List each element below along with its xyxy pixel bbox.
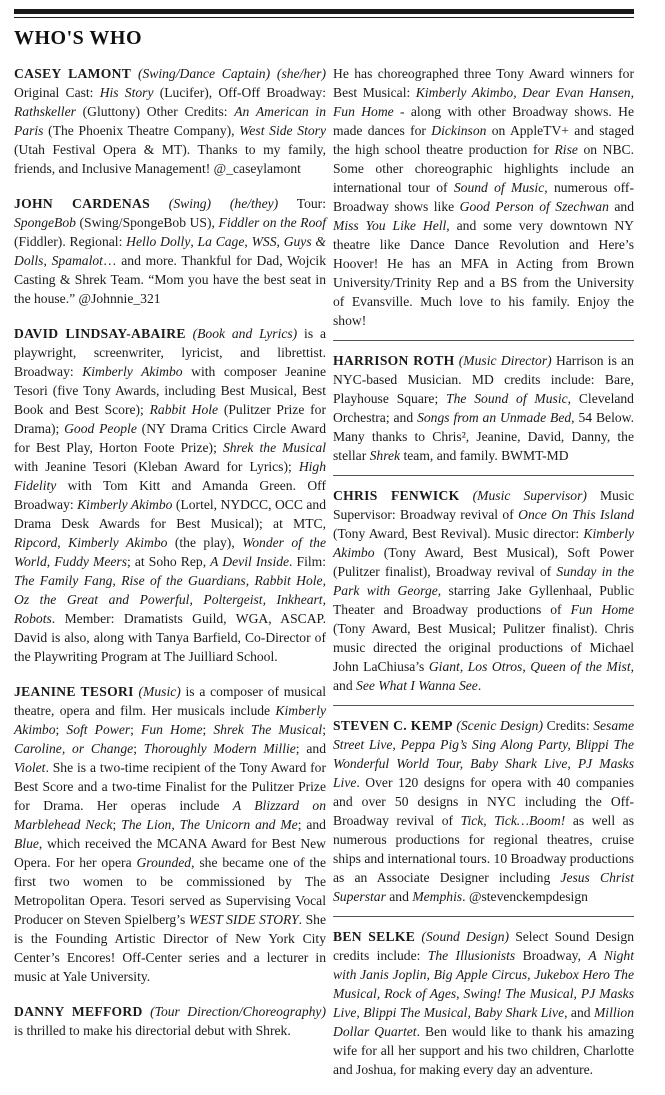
bio-entry — [333, 351, 634, 465]
bio-text: , — [244, 234, 252, 249]
bio-role: (Music Director) — [458, 353, 552, 368]
bio-text: ; at Soho Rep, — [127, 554, 211, 569]
bio-title-italic: Fuddy Meers — [54, 554, 128, 569]
bio-title-italic: The Illusionists — [427, 948, 516, 963]
bio-text: Harrison is an NYC-based Musician. MD credits include: Bare, Playhouse Square; — [333, 353, 634, 406]
bio-text: Original Cast: — [14, 85, 100, 100]
bio-title-italic: Kimberly Akimbo — [77, 497, 173, 512]
bio-title-italic: Kimberly Akimbo — [14, 703, 326, 737]
bio-name: JEANINE TESORI — [14, 684, 134, 699]
bio-title-italic: Soft Power — [66, 722, 131, 737]
bio-text: Credits: — [542, 718, 594, 733]
bio-text: , starring Jake Gyllenhaal, Public Theater and Broadway productions of — [333, 583, 635, 617]
bio-title-italic: Shrek — [369, 448, 401, 463]
entry-divider — [333, 916, 634, 917]
bio-name: CHRIS FENWICK — [333, 488, 460, 503]
bio-name: DANNY MEFFORD — [14, 1004, 143, 1019]
bio-title-italic: An American in Paris — [14, 104, 326, 138]
bio-entry — [333, 927, 634, 1079]
bio-title-italic: Rise — [554, 142, 578, 157]
bio-title-italic: High Fidelity — [14, 459, 326, 493]
bio-title-italic: Memphis — [412, 889, 463, 904]
bio-text: (Lucifer), Off-Off Broadway: — [153, 85, 326, 100]
bio-text: ; and — [297, 817, 326, 832]
bio-name: JOHN CARDENAS — [14, 196, 150, 211]
bio-entry — [14, 64, 326, 178]
bio-text: Tour: — [278, 196, 326, 211]
bio-text: ; — [133, 741, 144, 756]
bio-title-italic: Once On This Island — [518, 507, 634, 522]
bio-text: (Utah Festival Opera & MT). Thanks to my family, friends, and Inclusive Management! @_caseylamont — [14, 142, 326, 176]
entry-divider — [333, 705, 634, 706]
bio-title-italic: The Family Fang, Rise of the Guardians, Rabbit Hole, Oz the Great and Powerful, Poltergeist, Inkheart, Robots — [14, 573, 326, 626]
bio-role: (Music) — [138, 684, 181, 699]
bio-text: (Tony Award, Best Musical), Soft Power (Pulitzer finalist), Broadway revival of — [333, 545, 634, 579]
bio-text: (NY Drama Critics Circle Award for Best Play, Horton Foote Prize); — [14, 421, 327, 455]
bio-title-italic: Caroline, or Change — [14, 741, 134, 756]
bio-text: Broadway, — [515, 948, 589, 963]
bio-title-italic: Shrek the Musical — [222, 440, 326, 455]
bio-entry — [14, 324, 326, 666]
bio-text: . She is the Founding Artistic Director of New York City Center’s Encores! Off-Center series and a lecturer in music at Yale University. — [14, 912, 326, 984]
bio-role: (Tour Direction/Choreography) — [150, 1004, 326, 1019]
bio-text: . Member: Dramatists Guild, WGA, ASCAP. David is also, along with Tanya Barfield, Co-Director of the Playwriting Program at The Juilliard School. — [14, 611, 326, 664]
bio-text: (Gluttony) Other Credits: — [75, 104, 235, 119]
bio-text: Select Sound Design credits include: — [333, 929, 635, 963]
bio-title-italic: Tick, Tick…Boom! — [460, 813, 566, 828]
bio-entry — [333, 64, 634, 330]
bio-text: and — [385, 889, 413, 904]
bio-text: and — [608, 199, 634, 214]
bio-role: (Swing) (he/they) — [168, 196, 279, 211]
bio-title-italic: The Sound of Music — [446, 391, 568, 406]
bio-title-italic: Sesame Street Live, Peppa Pig’s Sing Along Party, Blippi The Wonderful World Tour, Baby Shark Live, PJ Masks Live — [333, 718, 634, 790]
bio-title-italic: Kimberly Akimbo, Dear Evan Hansen, Fun Home — [333, 85, 634, 119]
bio-text: , 54 Below. Many thanks to Chris², Jeanine, David, Danny, the stellar — [333, 410, 634, 463]
bio-title-italic: A Devil Inside — [210, 554, 290, 569]
bio-text: , she became one of the first two women to be commissioned by The Metropolitan Opera. Tesori served as Supervising Vocal Producer on Steven Spielberg’s — [14, 855, 326, 927]
bio-title-italic: The Lion, The Unicorn and Me — [121, 817, 298, 832]
bio-text: ; and — [295, 741, 326, 756]
bio-title-italic: Guys & Dolls — [14, 234, 326, 268]
bio-title-italic: Rathskeller — [14, 104, 76, 119]
bio-name: HARRISON ROTH — [333, 353, 455, 368]
bio-text: is a composer of musical theatre, opera and film. Her musicals include — [14, 684, 327, 718]
bio-title-italic: Good People — [64, 421, 137, 436]
bio-text: . @stevenckempdesign — [462, 889, 588, 904]
bio-name: CASEY LAMONT — [14, 66, 132, 81]
bio-text: (Pulitzer Prize for Drama); — [14, 402, 326, 436]
bio-text: on NBC. Some other choreographic highlights include an international tour of — [333, 142, 634, 195]
bio-text: team, and family. BWMT-MD — [400, 448, 569, 463]
bio-title-italic: Shrek The Musical — [213, 722, 323, 737]
bio-text: (the play), — [167, 535, 243, 550]
bio-title-italic: Rabbit Hole — [149, 402, 219, 417]
bio-title-italic: Fun Home — [141, 722, 203, 737]
header-rule-thick — [14, 9, 634, 14]
bio-title-italic: La Cage — [197, 234, 245, 249]
header-rule-thin — [14, 17, 634, 18]
bio-text: with Jeanine Tesori (Kleban Award for Lyrics); — [14, 459, 299, 474]
bio-role: (Book and Lyrics) — [192, 326, 298, 341]
bio-title-italic: Sunday in the Park with George — [333, 564, 634, 598]
bio-title-italic: Spamalot — [51, 253, 103, 268]
bio-text: (Tony Award, Best Musical; Pulitzer finalist). Chris music directed the original productions of Michael John LaChiusa’s — [333, 621, 634, 674]
left-column — [14, 64, 326, 1056]
page-title: WHO'S WHO — [14, 27, 143, 49]
bio-text: (Tony Award, Best Revival). Music director: — [333, 526, 584, 541]
bio-text: , and — [564, 1005, 594, 1020]
bio-title-italic: Fiddler on the Roof — [218, 215, 326, 230]
bio-entry — [14, 1002, 326, 1040]
bio-title-italic: Blue — [14, 836, 39, 851]
bio-text: with composer Jeanine Tesori (five Tony Awards, including Best Musical, Best Book and Best Score); — [14, 364, 326, 417]
bio-text: ; — [322, 722, 326, 737]
bio-title-italic: Ripcord — [14, 535, 58, 550]
bio-text: . Film: — [289, 554, 326, 569]
bio-text: , — [190, 234, 198, 249]
bio-text: , numerous off-Broadway shows like — [333, 180, 634, 214]
bio-title-italic: WEST SIDE STORY — [188, 912, 299, 927]
bio-title-italic: West Side Story — [239, 123, 326, 138]
bio-text: , which received the MCANA Award for Best New Opera. For her opera — [14, 836, 326, 870]
bio-name: DAVID LINDSAY-ABAIRE — [14, 326, 186, 341]
bio-text: , — [43, 253, 52, 268]
bio-title-italic: Queen of the Mist — [530, 659, 631, 674]
bio-title-italic: Hello Dolly — [126, 234, 191, 249]
bio-text: . She is a two-time recipient of the Tony Award for Best Score and a two-time Finalist for the Pulitzer Prize for Drama. Her operas include — [14, 760, 326, 813]
bio-title-italic: Kimberly Akimbo — [333, 526, 634, 560]
bio-title-italic: Jesus Christ Superstar — [333, 870, 634, 904]
bio-text: as well as numerous productions for regional theatres, cruise ships and international tours. 10 Broadway productions as an Associate Designer including — [333, 813, 634, 885]
bio-role: (Sound Design) — [421, 929, 510, 944]
bio-role: (Scenic Design) — [456, 718, 543, 733]
bio-title-italic: Kimberly Akimbo — [82, 364, 183, 379]
bio-text: (Fiddler). Regional: — [14, 234, 127, 249]
bio-text: . Over 120 designs for opera with 40 companies and over 50 designs in NYC including the Off-Broadway revival of — [333, 775, 634, 828]
bio-role: (Swing/Dance Captain) (she/her) — [137, 66, 326, 81]
bio-text: (Lortel, NYDCC, OCC and Drama Desk Awards for Best Musical); at MTC, — [14, 497, 326, 531]
bio-name: BEN SELKE — [333, 929, 416, 944]
bio-entry — [333, 486, 634, 695]
bio-title-italic: A Night with Janis Joplin, Big Apple Circus, Jukebox Hero The Musical, Rock of Ages, Swing! The Musical, PJ Masks Live, Blippi The Musical, Baby Shark Live — [333, 948, 635, 1020]
bio-title-italic: Good Person of Szechwan — [459, 199, 609, 214]
bio-title-italic: His Story — [99, 85, 154, 100]
bio-title-italic: WSS — [251, 234, 277, 249]
bio-text: He has choreographed three Tony Award winners for Best Musical: — [333, 66, 634, 100]
bio-text: , — [522, 659, 531, 674]
bio-text: … and more. Thankful for Dad, Wojcik Casting & Shrek Team. “Mom you have the best seat in the house.” @Johnnie_321 — [14, 253, 326, 306]
bio-text: ; — [202, 722, 214, 737]
bio-role: (Music Supervisor) — [472, 488, 587, 503]
entry-divider — [333, 340, 634, 341]
bio-text: ; — [112, 817, 122, 832]
bio-text: , — [276, 234, 284, 249]
bio-text: is a playwright, screenwriter, lyricist, and librettist. Broadway: — [14, 326, 326, 379]
bio-title-italic: See What I Wanna See — [356, 678, 478, 693]
entry-divider — [333, 475, 634, 476]
bio-title-italic: Violet — [14, 760, 46, 775]
bio-text: - along with other Broadway shows. He made dances for — [333, 104, 634, 138]
bio-title-italic: Sound of Music — [453, 180, 545, 195]
bio-title-italic: Miss You Like Hell — [333, 218, 447, 233]
bio-name: STEVEN C. KEMP — [333, 718, 453, 733]
bio-text: , — [46, 554, 55, 569]
bio-text: on AppleTV+ and staged the high school theatre production for — [333, 123, 634, 157]
bio-title-italic: Dickinson — [431, 123, 487, 138]
bio-text: , Cleveland Orchestra; and — [333, 391, 634, 425]
bio-title-italic: SpongeBob — [14, 215, 76, 230]
bio-text: (The Phoenix Theatre Company), — [43, 123, 240, 138]
bio-title-italic: Giant — [428, 659, 460, 674]
bio-text: ; — [130, 722, 142, 737]
bio-text: , — [57, 535, 69, 550]
bio-entry — [14, 194, 326, 308]
bio-title-italic: Songs from an Unmade Bed — [417, 410, 572, 425]
bio-title-italic: Fun Home — [570, 602, 634, 617]
bio-title-italic: Million Dollar Quartet — [333, 1005, 634, 1039]
bio-entry — [333, 716, 634, 906]
bio-text: with Tom Kitt and Amanda Green. Off Broadway: — [14, 478, 326, 512]
bio-title-italic: Kimberly Akimbo — [68, 535, 168, 550]
bio-text: , — [459, 659, 468, 674]
bio-text: is thrilled to make his directorial debut with Shrek. — [14, 1023, 291, 1038]
bio-text: . Ben would like to thank his amazing wife for all her support and his two children, Charlotte and Joshua, for making every day an adventure. — [333, 1024, 634, 1077]
bio-text: (Swing/SpongeBob US), — [75, 215, 219, 230]
bio-text: , and — [333, 659, 635, 693]
bio-title-italic: Thoroughly Modern Millie — [143, 741, 296, 756]
bio-text: Music Supervisor: Broadway revival of — [333, 488, 635, 522]
bio-title-italic: Grounded — [136, 855, 192, 870]
right-column — [333, 64, 634, 1095]
bio-title-italic: Los Otros — [467, 659, 523, 674]
bio-entry — [14, 682, 326, 986]
bio-text: ; — [55, 722, 67, 737]
bio-title-italic: A Blizzard on Marblehead Neck — [14, 798, 327, 832]
bio-text: . — [477, 678, 482, 693]
bio-text: , and some very downtown NY theatre like Dance Dance Revolution and Here’s Hoover! He has an MFA in Acting from Brown University/Trinity Rep and a BS from the University of Evansville. Much love to his family. Enjoy the show! — [333, 218, 634, 328]
bio-title-italic: Wonder of the World — [14, 535, 326, 569]
